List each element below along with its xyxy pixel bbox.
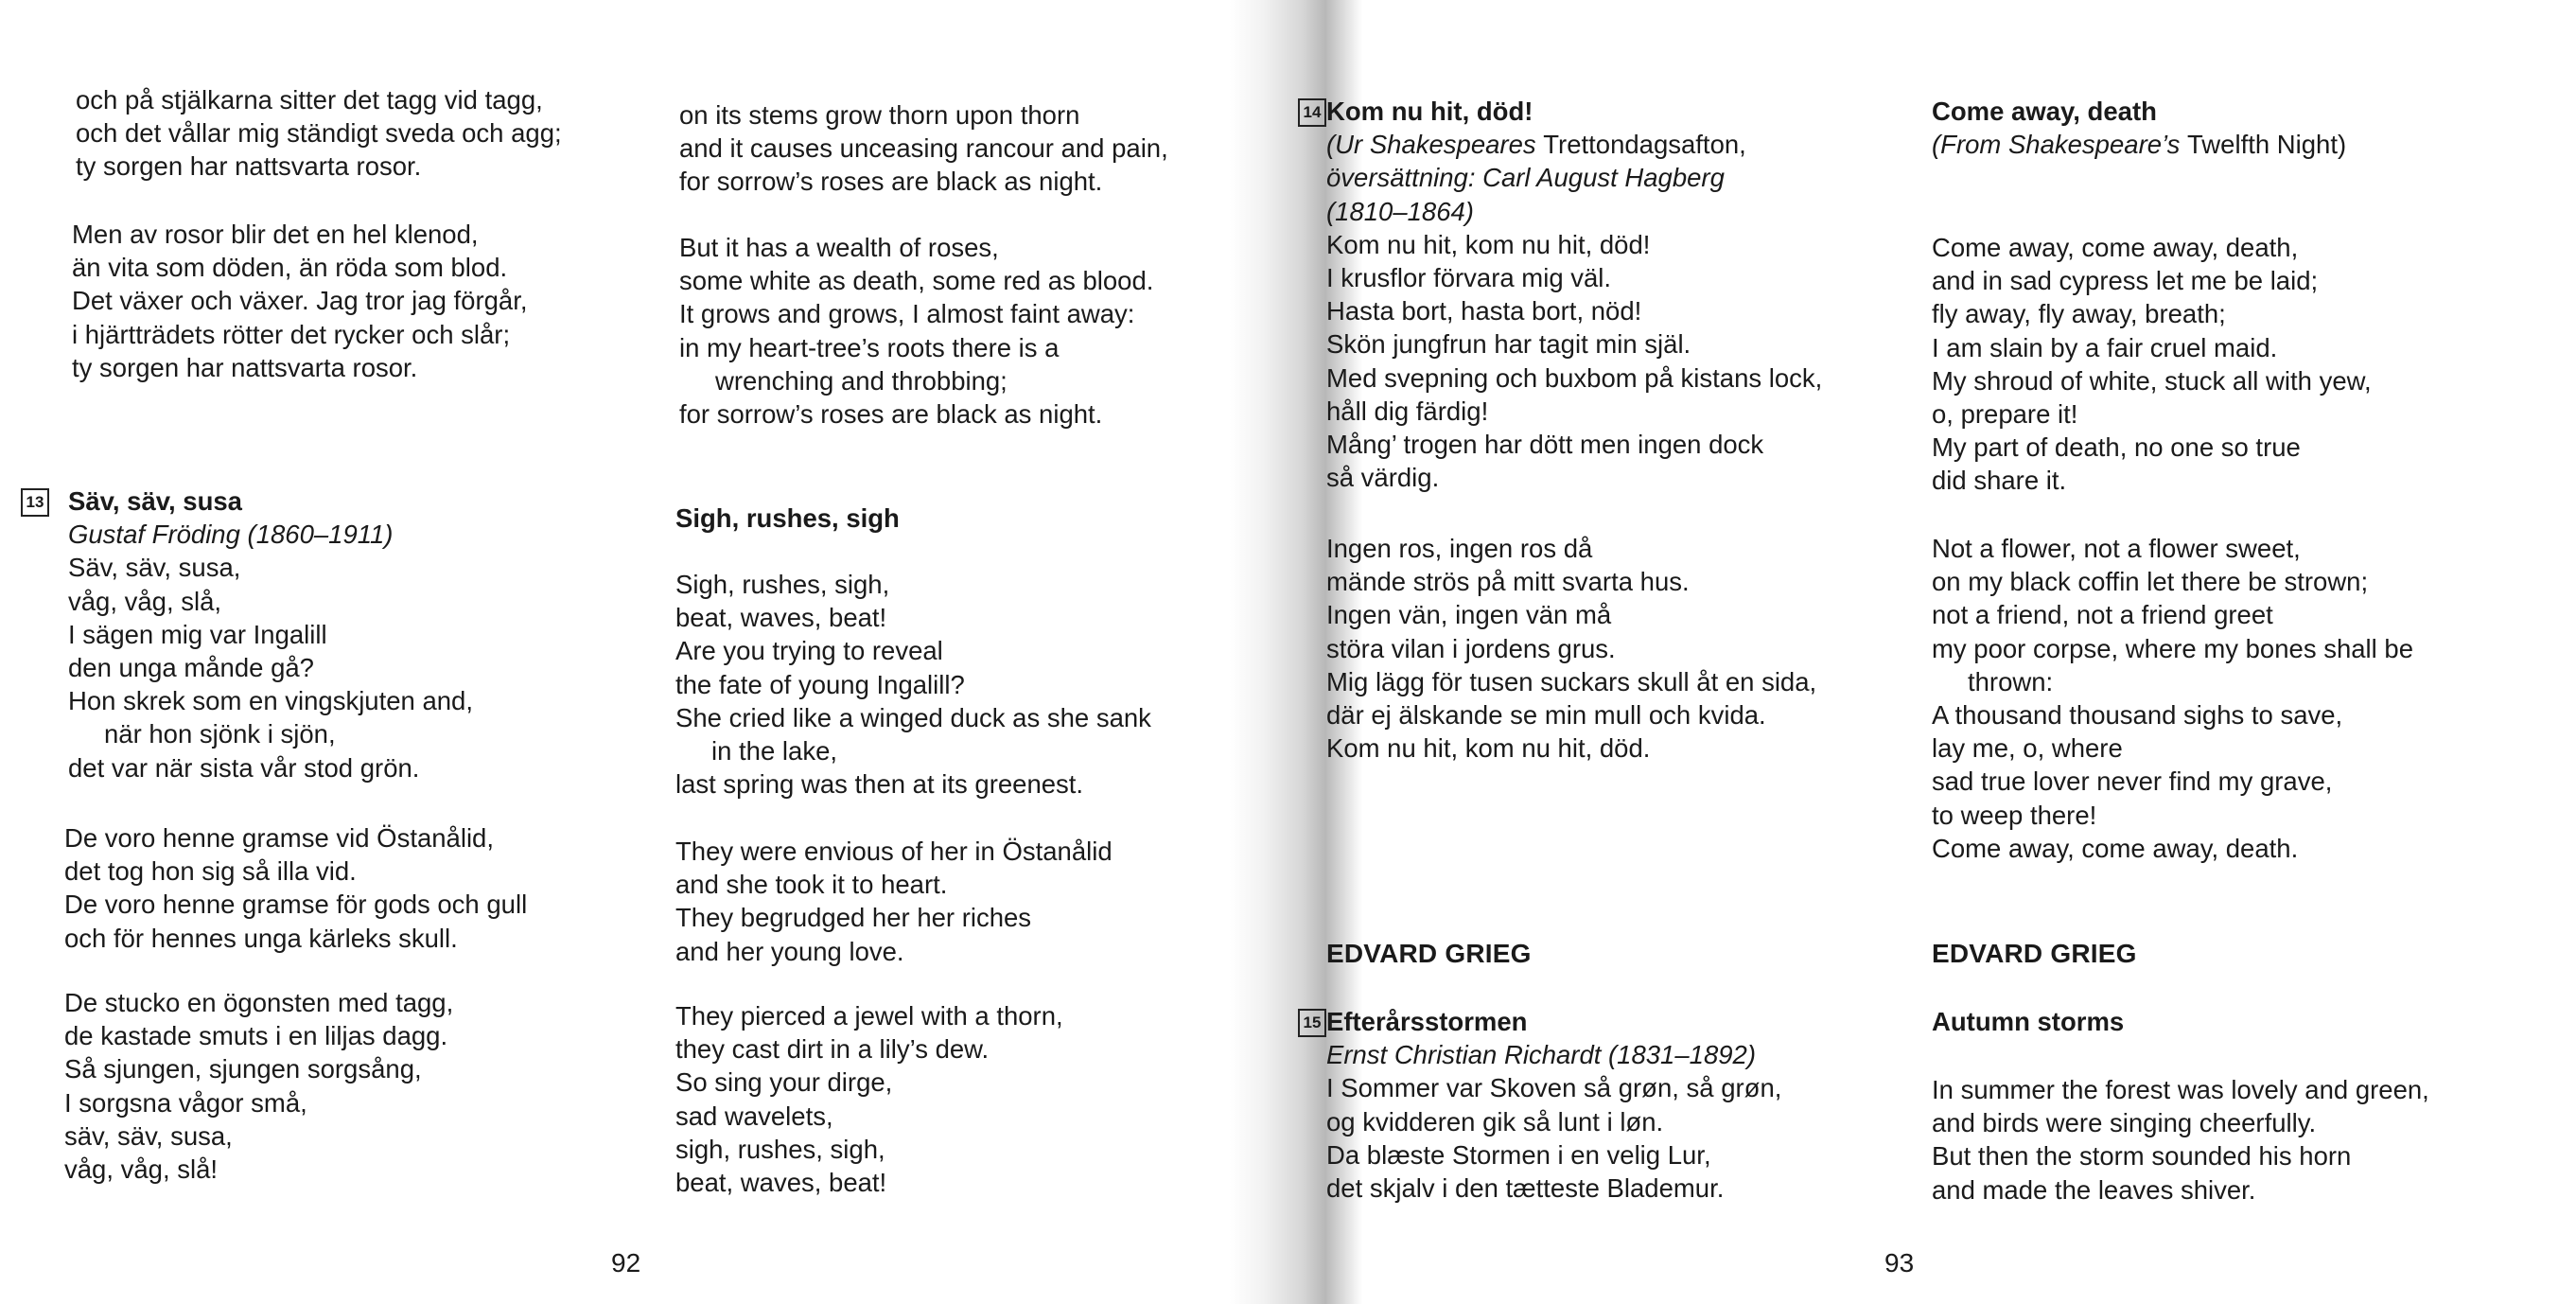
- source-upright: Twelfth Night): [2187, 130, 2347, 160]
- text-line: fly away, fly away, breath;: [1932, 299, 2226, 329]
- text-line: ty sorgen har nattsvarta rosor.: [72, 352, 418, 382]
- text-line: det var när sista vår stod grön.: [68, 752, 420, 783]
- song13-sv-stanza2: [64, 821, 527, 955]
- source-italic: (From Shakespeare’s: [1932, 130, 2188, 160]
- song13-en-stanza1: [675, 568, 1151, 801]
- song15-en: [1932, 1005, 2124, 1038]
- track-number-badge: 14: [1298, 98, 1326, 127]
- song-title: Autumn storms: [1932, 1007, 2125, 1036]
- text-line: and she took it to heart.: [675, 870, 948, 900]
- text-line: Hon skrek som en vingskjuten and,: [68, 686, 473, 716]
- text-line: So sing your dirge,: [675, 1067, 893, 1098]
- composer-heading: EDVARD GRIEG: [1932, 939, 2137, 968]
- composer-heading: EDVARD GRIEG: [1326, 939, 1532, 968]
- text-line: Da blæste Stormen i en velig Lur,: [1326, 1139, 1711, 1170]
- text-line: Ingen vän, ingen vän må: [1326, 600, 1612, 630]
- text-line: Kom nu hit, kom nu hit, död.: [1326, 733, 1651, 764]
- text-line: de kastade smuts i en liljas dagg.: [64, 1021, 448, 1051]
- text-line: De voro henne gramse vid Östanålid,: [64, 823, 494, 853]
- song13-en-stanza3: [675, 999, 1063, 1199]
- text-line: där ej älskande se min mull och kvida.: [1326, 700, 1766, 731]
- text-line: and it causes unceasing rancour and pain,: [679, 133, 1168, 164]
- text-line: I am slain by a fair cruel maid.: [1932, 332, 2278, 362]
- text-line: and birds were singing cheerfully.: [1932, 1108, 2317, 1138]
- song14-sv-stanza2: [1326, 532, 1816, 765]
- song-title: Come away, death: [1932, 97, 2157, 126]
- text-line: beat, waves, beat!: [675, 1168, 887, 1198]
- text-line: the fate of young Ingalill?: [675, 669, 965, 699]
- song-author: Ernst Christian Richardt (1831–1892): [1326, 1040, 1756, 1070]
- stanza-top-en: [679, 98, 1168, 199]
- text-line: for sorrow’s roses are black as night.: [679, 167, 1103, 197]
- text-line: våg, våg, slå!: [64, 1154, 219, 1185]
- text-line: thrown:: [1968, 666, 2054, 696]
- text-line: Mig lägg för tusen suckars skull åt en sida,: [1326, 666, 1817, 696]
- text-line: störa vilan i jordens grus.: [1326, 633, 1616, 663]
- source-upright: Trettondagsafton,: [1543, 130, 1746, 160]
- left-page: [0, 0, 1268, 1304]
- text-line: sigh, rushes, sigh,: [675, 1134, 885, 1164]
- stanza-wealth-en: [679, 231, 1153, 431]
- text-line: Med svepning och buxbom på kistans lock,: [1326, 362, 1823, 393]
- text-line: när hon sjönk i sjön,: [104, 719, 336, 749]
- text-line: o, prepare it!: [1932, 399, 2078, 430]
- text-line: än vita som döden, än röda som blod.: [72, 253, 508, 283]
- text-line: håll dig färdig!: [1326, 396, 1489, 426]
- text-line: She cried like a winged duck as she sank: [675, 702, 1151, 732]
- text-line: A thousand thousand sighs to save,: [1932, 700, 2343, 731]
- text-line: och på stjälkarna sitter det tagg vid tagg,: [76, 85, 543, 115]
- track-number-badge: 15: [1298, 1009, 1326, 1037]
- text-line: så värdig.: [1326, 463, 1440, 493]
- text-line: det tog hon sig så illa vid.: [64, 856, 357, 887]
- text-line: Men av rosor blir det en hel klenod,: [72, 220, 479, 249]
- song14-en-stanza1: [1932, 231, 2372, 498]
- text-line: lay me, o, where: [1932, 733, 2123, 764]
- song15-en-stanza1: [1932, 1073, 2429, 1207]
- stanza-klenod-sv: [72, 218, 527, 384]
- text-line: and her young love.: [675, 936, 904, 966]
- song-source: [1326, 128, 1822, 161]
- track-number-badge: 13: [21, 488, 49, 517]
- text-line: det skjalv i den tætteste Blademur.: [1326, 1173, 1725, 1204]
- text-line: sad wavelets,: [675, 1101, 833, 1131]
- text-line: My part of death, no one so true: [1932, 432, 2301, 463]
- text-line: But it has a wealth of roses,: [679, 233, 999, 262]
- text-line: Kom nu hit, kom nu hit, död!: [1326, 229, 1651, 259]
- page-number-left: 92: [611, 1248, 641, 1278]
- text-line: I krusflor förvara mig väl.: [1326, 263, 1612, 293]
- text-line: It grows and grows, I almost faint away:: [679, 299, 1135, 329]
- text-line: last spring was then at its greenest.: [675, 769, 1084, 800]
- text-line: some white as death, some red as blood.: [679, 266, 1154, 296]
- text-line: sad true lover never find my grave,: [1932, 767, 2333, 797]
- source-italic: (Ur Shakespeares: [1326, 130, 1544, 160]
- text-line: den unga månde gå?: [68, 653, 314, 683]
- stanza-top-sv: [76, 83, 562, 184]
- text-line: on my black coffin let there be strown;: [1932, 567, 2369, 597]
- text-line: They were envious of her in Östanålid: [675, 837, 1113, 866]
- text-line: Are you trying to reveal: [675, 636, 943, 666]
- song-author: Gustaf Fröding (1860–1911): [68, 520, 394, 550]
- song-translator: översättning: Carl August Hagberg: [1326, 163, 1725, 193]
- text-line: De stucko en ögonsten med tagg,: [64, 988, 454, 1017]
- text-line: Skön jungfrun har tagit min själ.: [1326, 329, 1691, 360]
- text-line: Not a flower, not a flower sweet,: [1932, 534, 2301, 563]
- text-line: Come away, come away, death,: [1932, 233, 2299, 262]
- text-line: not a friend, not a friend greet: [1932, 600, 2273, 630]
- text-line: they cast dirt in a lily’s dew.: [675, 1034, 990, 1065]
- text-line: mände strös på mitt svarta hus.: [1326, 567, 1690, 597]
- text-line: in the lake,: [711, 736, 838, 767]
- song13-sv: [68, 485, 473, 784]
- text-line: My shroud of white, stuck all with yew,: [1932, 365, 2372, 396]
- song-title: Kom nu hit, död!: [1326, 97, 1533, 126]
- song-translator-dates: (1810–1864): [1326, 196, 1474, 226]
- text-line: Hasta bort, hasta bort, nöd!: [1326, 296, 1642, 326]
- text-line: och det vållar mig ständigt sveda och agg;: [76, 118, 562, 149]
- song13-en-stanza2: [675, 835, 1113, 968]
- text-line: They pierced a jewel with a thorn,: [675, 1001, 1063, 1031]
- song-title: Säv, säv, susa: [68, 486, 242, 516]
- text-line: Säv, säv, susa,: [68, 553, 241, 583]
- song14-en-stanza2: [1932, 532, 2413, 865]
- text-line: Så sjungen, sjungen sorgsång,: [64, 1054, 422, 1084]
- text-line: ty sorgen har nattsvarta rosor.: [76, 151, 422, 182]
- text-line: In summer the forest was lovely and green,: [1932, 1075, 2429, 1104]
- song14-en: [1932, 95, 2346, 161]
- song15-da: [1326, 1005, 1781, 1205]
- text-line: and in sad cypress let me be laid;: [1932, 266, 2319, 296]
- text-line: I sägen mig var Ingalill: [68, 619, 327, 649]
- song-title: Efterårsstormen: [1326, 1007, 1528, 1036]
- song-source: [1932, 128, 2346, 161]
- song-title: Sigh, rushes, sigh: [675, 503, 900, 533]
- text-line: to weep there!: [1932, 800, 2097, 830]
- text-line: I sorgsna vågor små,: [64, 1087, 307, 1118]
- page-number-right: 93: [1884, 1248, 1915, 1278]
- text-line: I Sommer var Skoven så grøn, så grøn,: [1326, 1073, 1782, 1103]
- text-line: They begrudged her her riches: [675, 903, 1032, 933]
- right-page: [1268, 0, 2576, 1304]
- text-line: i hjärtträdets rötter det rycker och slår;: [72, 319, 511, 349]
- text-line: og kvidderen gik så lunt i løn.: [1326, 1106, 1664, 1137]
- text-line: in my heart-tree’s roots there is a: [679, 332, 1060, 362]
- text-line: De voro henne gramse för gods och gull: [64, 890, 528, 920]
- text-line: Ingen ros, ingen ros då: [1326, 534, 1593, 563]
- text-line: But then the storm sounded his horn: [1932, 1141, 2352, 1172]
- text-line: Come away, come away, death.: [1932, 833, 2299, 863]
- text-line: my poor corpse, where my bones shall be: [1932, 633, 2413, 663]
- song13-sv-stanza3: [64, 986, 453, 1186]
- text-line: och för hennes unga kärleks skull.: [64, 923, 458, 953]
- text-line: Sigh, rushes, sigh,: [675, 570, 890, 599]
- text-line: and made the leaves shiver.: [1932, 1174, 2256, 1205]
- text-line: våg, våg, slå,: [68, 586, 222, 616]
- text-line: beat, waves, beat!: [675, 603, 887, 633]
- text-line: wrenching and throbbing;: [715, 365, 1008, 396]
- song13-en: [675, 502, 900, 535]
- text-line: säv, säv, susa,: [64, 1120, 233, 1151]
- text-line: for sorrow’s roses are black as night.: [679, 399, 1103, 430]
- text-line: Det växer och växer. Jag tror jag förgår,: [72, 286, 528, 316]
- text-line: Mång’ trogen har dött men ingen dock: [1326, 430, 1764, 460]
- text-line: did share it.: [1932, 466, 2067, 496]
- song14-sv: [1326, 95, 1822, 494]
- text-line: on its stems grow thorn upon thorn: [679, 100, 1080, 130]
